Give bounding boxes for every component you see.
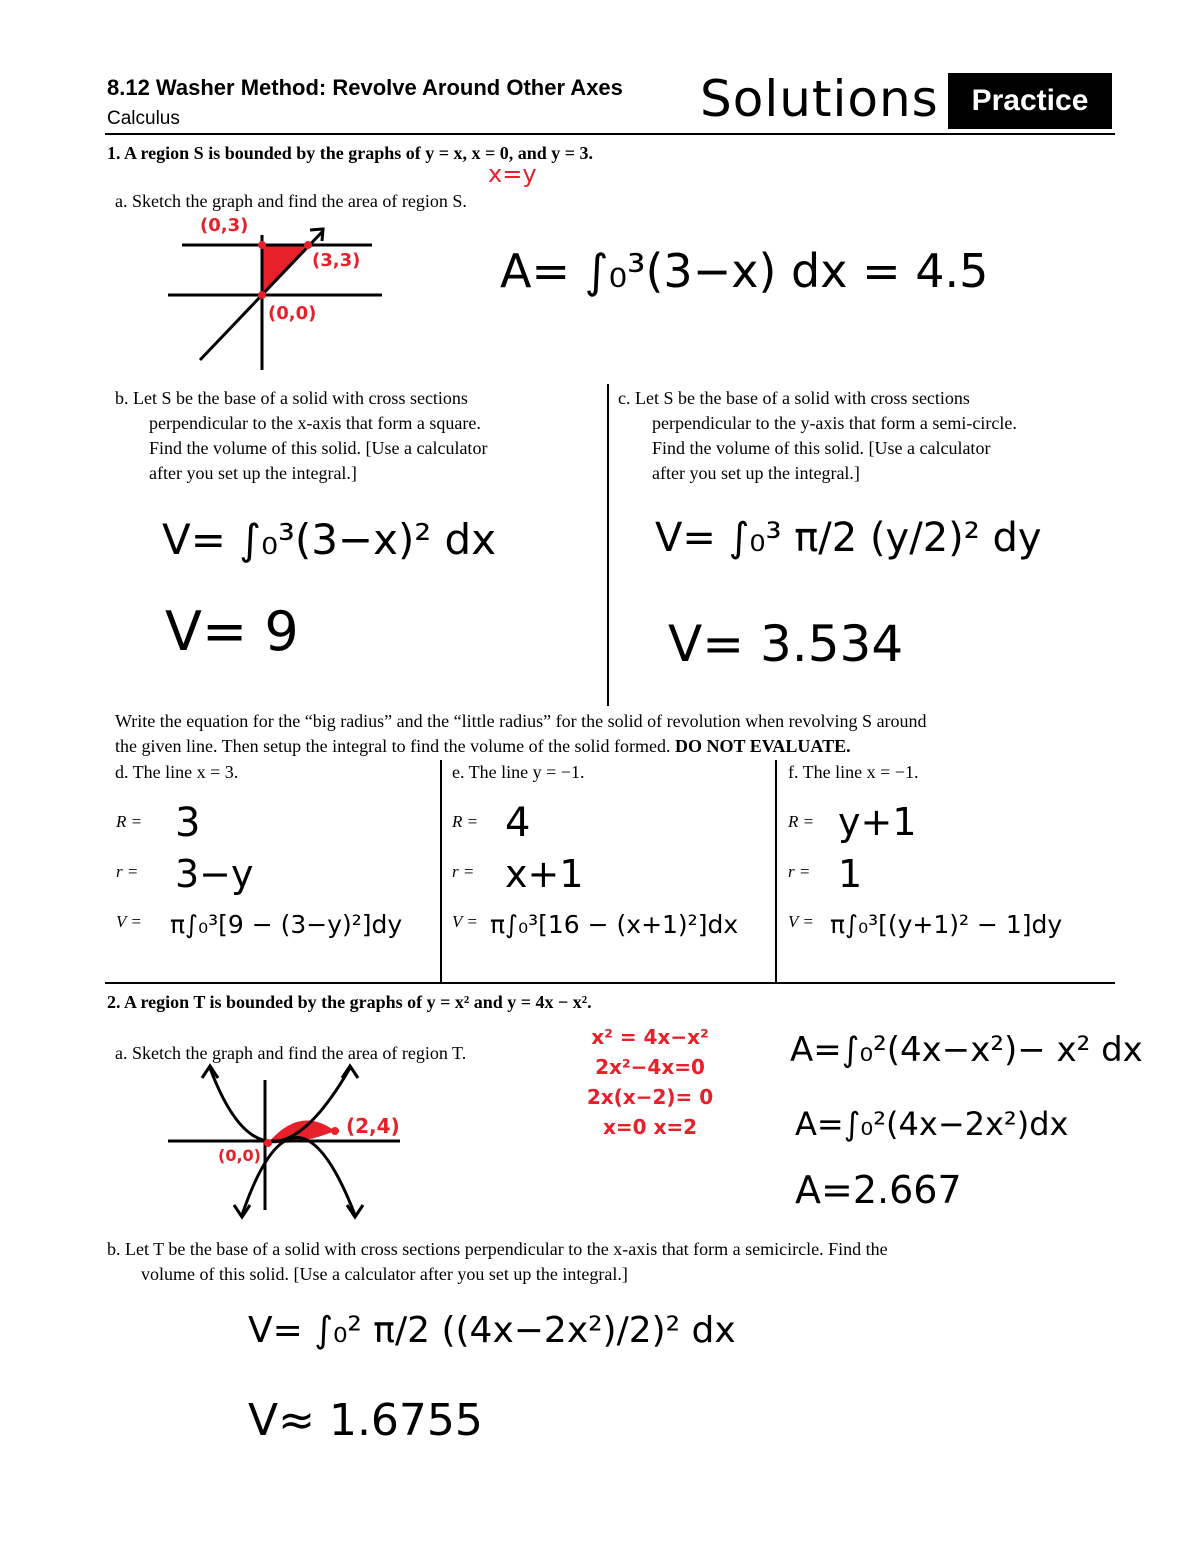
q1c-line3: Find the volume of this solid. [Use a calculator [652,438,991,458]
q1a-point-03: (0,3) [200,215,249,236]
q1c-volume-ans: V= 3.534 [668,615,904,673]
q1d-r-value: 3−y [175,852,254,896]
q1b-line1: b. Let S be the base of a solid with cross sections [115,388,468,408]
q1a-area: A= ∫₀³(3−x) dx = 4.5 [500,244,989,298]
q1b-line4: after you set up the integral.] [149,463,357,483]
q1-instruction-bold: DO NOT EVALUATE. [675,736,851,756]
q1d-R-value: 3 [175,800,201,846]
q1f-R-label: R = [788,812,815,831]
q1-instruction-line2: the given line. Then setup the integral to find the volume of the solid formed. [115,736,671,756]
q1d-r-label: r = [116,862,139,881]
q2b-line2: volume of this solid. [Use a calculator after you set up the integral.] [141,1264,628,1284]
q2a-work-4: x=0 x=2 [602,1115,698,1139]
practice-badge: Practice [948,73,1112,129]
q1f-R-value: y+1 [838,800,917,844]
q2a-area-ans: A=2.667 [795,1168,962,1212]
q1d-R-label: R = [116,812,143,831]
q1f-V-value: π∫₀³[(y+1)² − 1]dy [830,910,1063,939]
q1a-text: a. Sketch the graph and find the area of region S. [115,191,467,211]
q1e-r-value: x+1 [505,852,584,896]
q2a-point-00: (0,0) [218,1146,261,1165]
arrow-up-icon [342,1066,358,1078]
q1f-V-label: V = [788,912,814,931]
page-title: 8.12 Washer Method: Revolve Around Other Axes [107,75,623,100]
q1a-point-33: (3,3) [312,250,361,271]
q2a-point-24: (2,4) [346,1114,400,1138]
q1-note: x=y [488,160,537,188]
q1c-line2: perpendicular to the y-axis that form a semi-circle. [652,413,1017,433]
q2-prompt: 2. A region T is bounded by the graphs of y = x² and y = 4x − x². [107,992,592,1012]
q2a-work-3: 2x(x−2)= 0 [586,1085,714,1109]
q2a-area-setup: A=∫₀²(4x−x²)− x² dx [790,1030,1143,1070]
q2b-line1: b. Let T be the base of a solid with cross sections perpendicular to the x-axis that form a semicircle. Find the [107,1239,888,1259]
q1c-volume-eq: V= ∫₀³ π/2 (y/2)² dy [655,515,1042,561]
q2a-text: a. Sketch the graph and find the area of region T. [115,1043,467,1063]
q1c-line1: c. Let S be the base of a solid with cross sections [618,388,970,408]
q1c-line4: after you set up the integral.] [652,463,860,483]
q1b-volume-eq: V= ∫₀³(3−x)² dx [162,515,497,564]
solutions-label: Solutions [700,70,939,128]
q2b-volume-ans: V≈ 1.6755 [248,1395,483,1446]
q1d-V-label: V = [116,912,142,931]
q1-instruction-line1: Write the equation for the “big radius” and the “little radius” for the solid of revolution when revolving S around [115,711,927,731]
q2a-work-2: 2x²−4x=0 [595,1055,705,1079]
q1f-label: f. The line x = −1. [788,762,919,782]
q1e-R-value: 4 [505,800,531,846]
q1f-r-value: 1 [838,852,863,896]
q1d-V-value: π∫₀³[9 − (3−y)²]dy [170,910,403,939]
q1e-V-value: π∫₀³[16 − (x+1)²]dx [490,910,739,939]
q1e-R-label: R = [452,812,479,831]
q2b-volume-eq: V= ∫₀² π/2 ((4x−2x²)/2)² dx [248,1310,736,1351]
q1-prompt: 1. A region S is bounded by the graphs of y = x, x = 0, and y = 3. [107,143,594,163]
subject-label: Calculus [107,108,180,129]
q1b-line2: perpendicular to the x-axis that form a square. [149,413,481,433]
q1e-label: e. The line y = −1. [452,762,585,782]
q1b-volume-ans: V= 9 [165,600,299,663]
q1f-r-label: r = [788,862,811,881]
q1d-label: d. The line x = 3. [115,762,239,782]
q1b-line3: Find the volume of this solid. [Use a calculator [149,438,488,458]
q1e-r-label: r = [452,862,475,881]
q1e-V-label: V = [452,912,478,931]
q2a-area-simplified: A=∫₀²(4x−2x²)dx [795,1105,1069,1143]
q1a-point-00: (0,0) [268,303,317,324]
q2a-work-1: x² = 4x−x² [591,1025,709,1049]
